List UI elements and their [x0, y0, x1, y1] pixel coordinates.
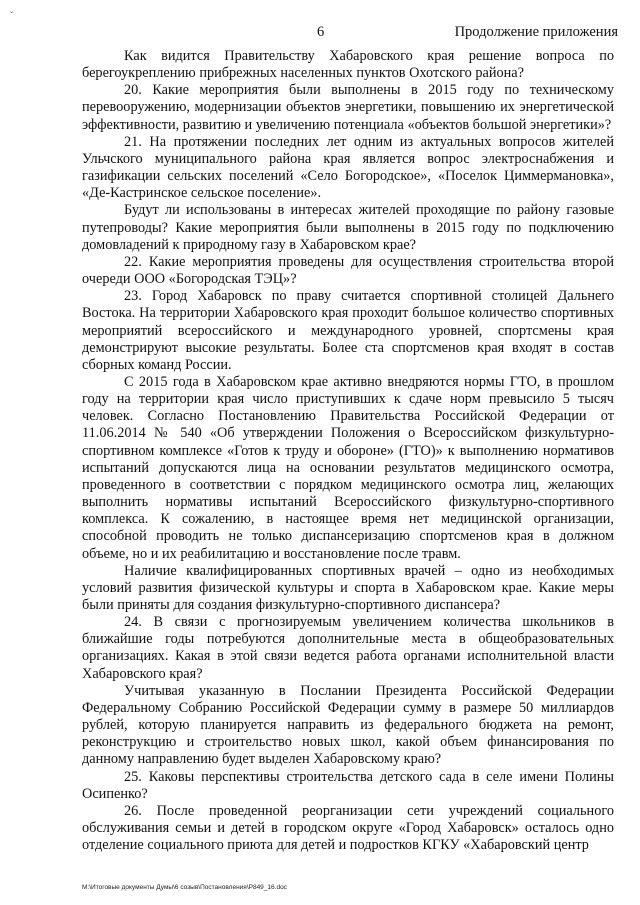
page-number: 6 [317, 24, 325, 40]
margin-mark: ˇ [10, 10, 13, 20]
paragraph: Будут ли использованы в интересах жителей проходящие по району газовые путепроводы? Какие мероприятия были выполнены в 2015 году по подключению домовладений к природному газу в Хабаровском крае? [82, 202, 614, 253]
paragraph: С 2015 года в Хабаровском крае активно внедряются нормы ГТО, в прошлом году на территории края число приступивших к сдаче норм превысило 5 тысяч человек. Согласно Постановлению Правительства Российской Федерации от 11.06.2014 № 540 «Об утверждении Положения о Всероссийском физкультурно-спортивном комплексе «Готов к труду и обороне» (ГТО)» к выполнению нормативов испытаний допускаются лица на основании результатов медицинского осмотра, проведенного в соответствии с порядком медицинского осмотра лиц, желающих выполнить нормативы испытаний Всероссийского физкультурно-спортивного комплекса. К сожалению, в настоящее время нет медицинской организации, способной проводить не только диспансеризацию спортсменов края в должном объеме, но и их реабилитацию и восстановление после травм. [82, 373, 614, 562]
footer-file-path: M:\Итоговые документы Думы\6 созыв\Постановления\P849_16.doc [82, 884, 287, 891]
paragraph: Как видится Правительству Хабаровского края решение вопроса по берегоукреплению прибрежных населенных пунктов Охотского района? [82, 48, 614, 82]
paragraph: 23. Город Хабаровск по праву считается спортивной столицей Дальнего Востока. На территории Хабаровского края проходит большое количество спортивных мероприятий всероссийского и международного уровней, спортсмены края демонстрируют высокие результаты. Более ста спортсменов края входят в состав сборных команд России. [82, 288, 614, 373]
document-body [82, 48, 614, 854]
paragraph: 22. Какие мероприятия проведены для осуществления строительства второй очереди ООО «Богородская ТЭЦ»? [82, 253, 614, 288]
paragraph: 25. Каковы перспективы строительства детского сада в селе имени Полины Осипенко? [82, 768, 614, 802]
paragraph: 21. На протяжении последних лет одним из актуальных вопросов жителей Ульчского муниципального района края является вопрос электроснабжения и газификации сельских поселений «Село Богородское», «Поселок Циммермановка», «Де-Кастринское сельское поселение». [82, 133, 614, 202]
paragraph: 24. В связи с прогнозируемым увеличением количества школьников в ближайшие годы потребуются дополнительные места в общеобразовательных организациях. Какая в этой связи ведется работа органами исполнительной власти Хабаровского края? [82, 614, 614, 682]
continuation-header: Продолжение приложения [454, 24, 618, 40]
paragraph: Учитывая указанную в Послании Президента Российской Федерации Федеральному Собранию Российской Федерации сумму в размере 50 миллиардов рублей, которую планируется направить из федерального бюджета на ремонт, реконструкцию и строительство новых школ, какой объем финансирования по данному направлению будет выделен Хабаровскому краю? [82, 682, 614, 768]
paragraph: 26. После проведенной реорганизации сети учреждений социального обслуживания семьи и детей в городском округе «Город Хабаровск» осталось одно отделение социального приюта для детей и подростков КГКУ «Хабаровский центр [82, 802, 614, 854]
paragraph: 20. Какие мероприятия были выполнены в 2015 году по техническому перевооружению, модернизации объектов энергетики, повышению их энергетической эффективности, развитию и увеличению потенциала «объектов большой энергетики»? [82, 82, 614, 133]
paragraph: Наличие квалифицированных спортивных врачей – одно из необходимых условий развития физической культуры и спорта в Хабаровском крае. Какие меры были приняты для создания физкультурно-спортивного диспансера? [82, 562, 614, 613]
